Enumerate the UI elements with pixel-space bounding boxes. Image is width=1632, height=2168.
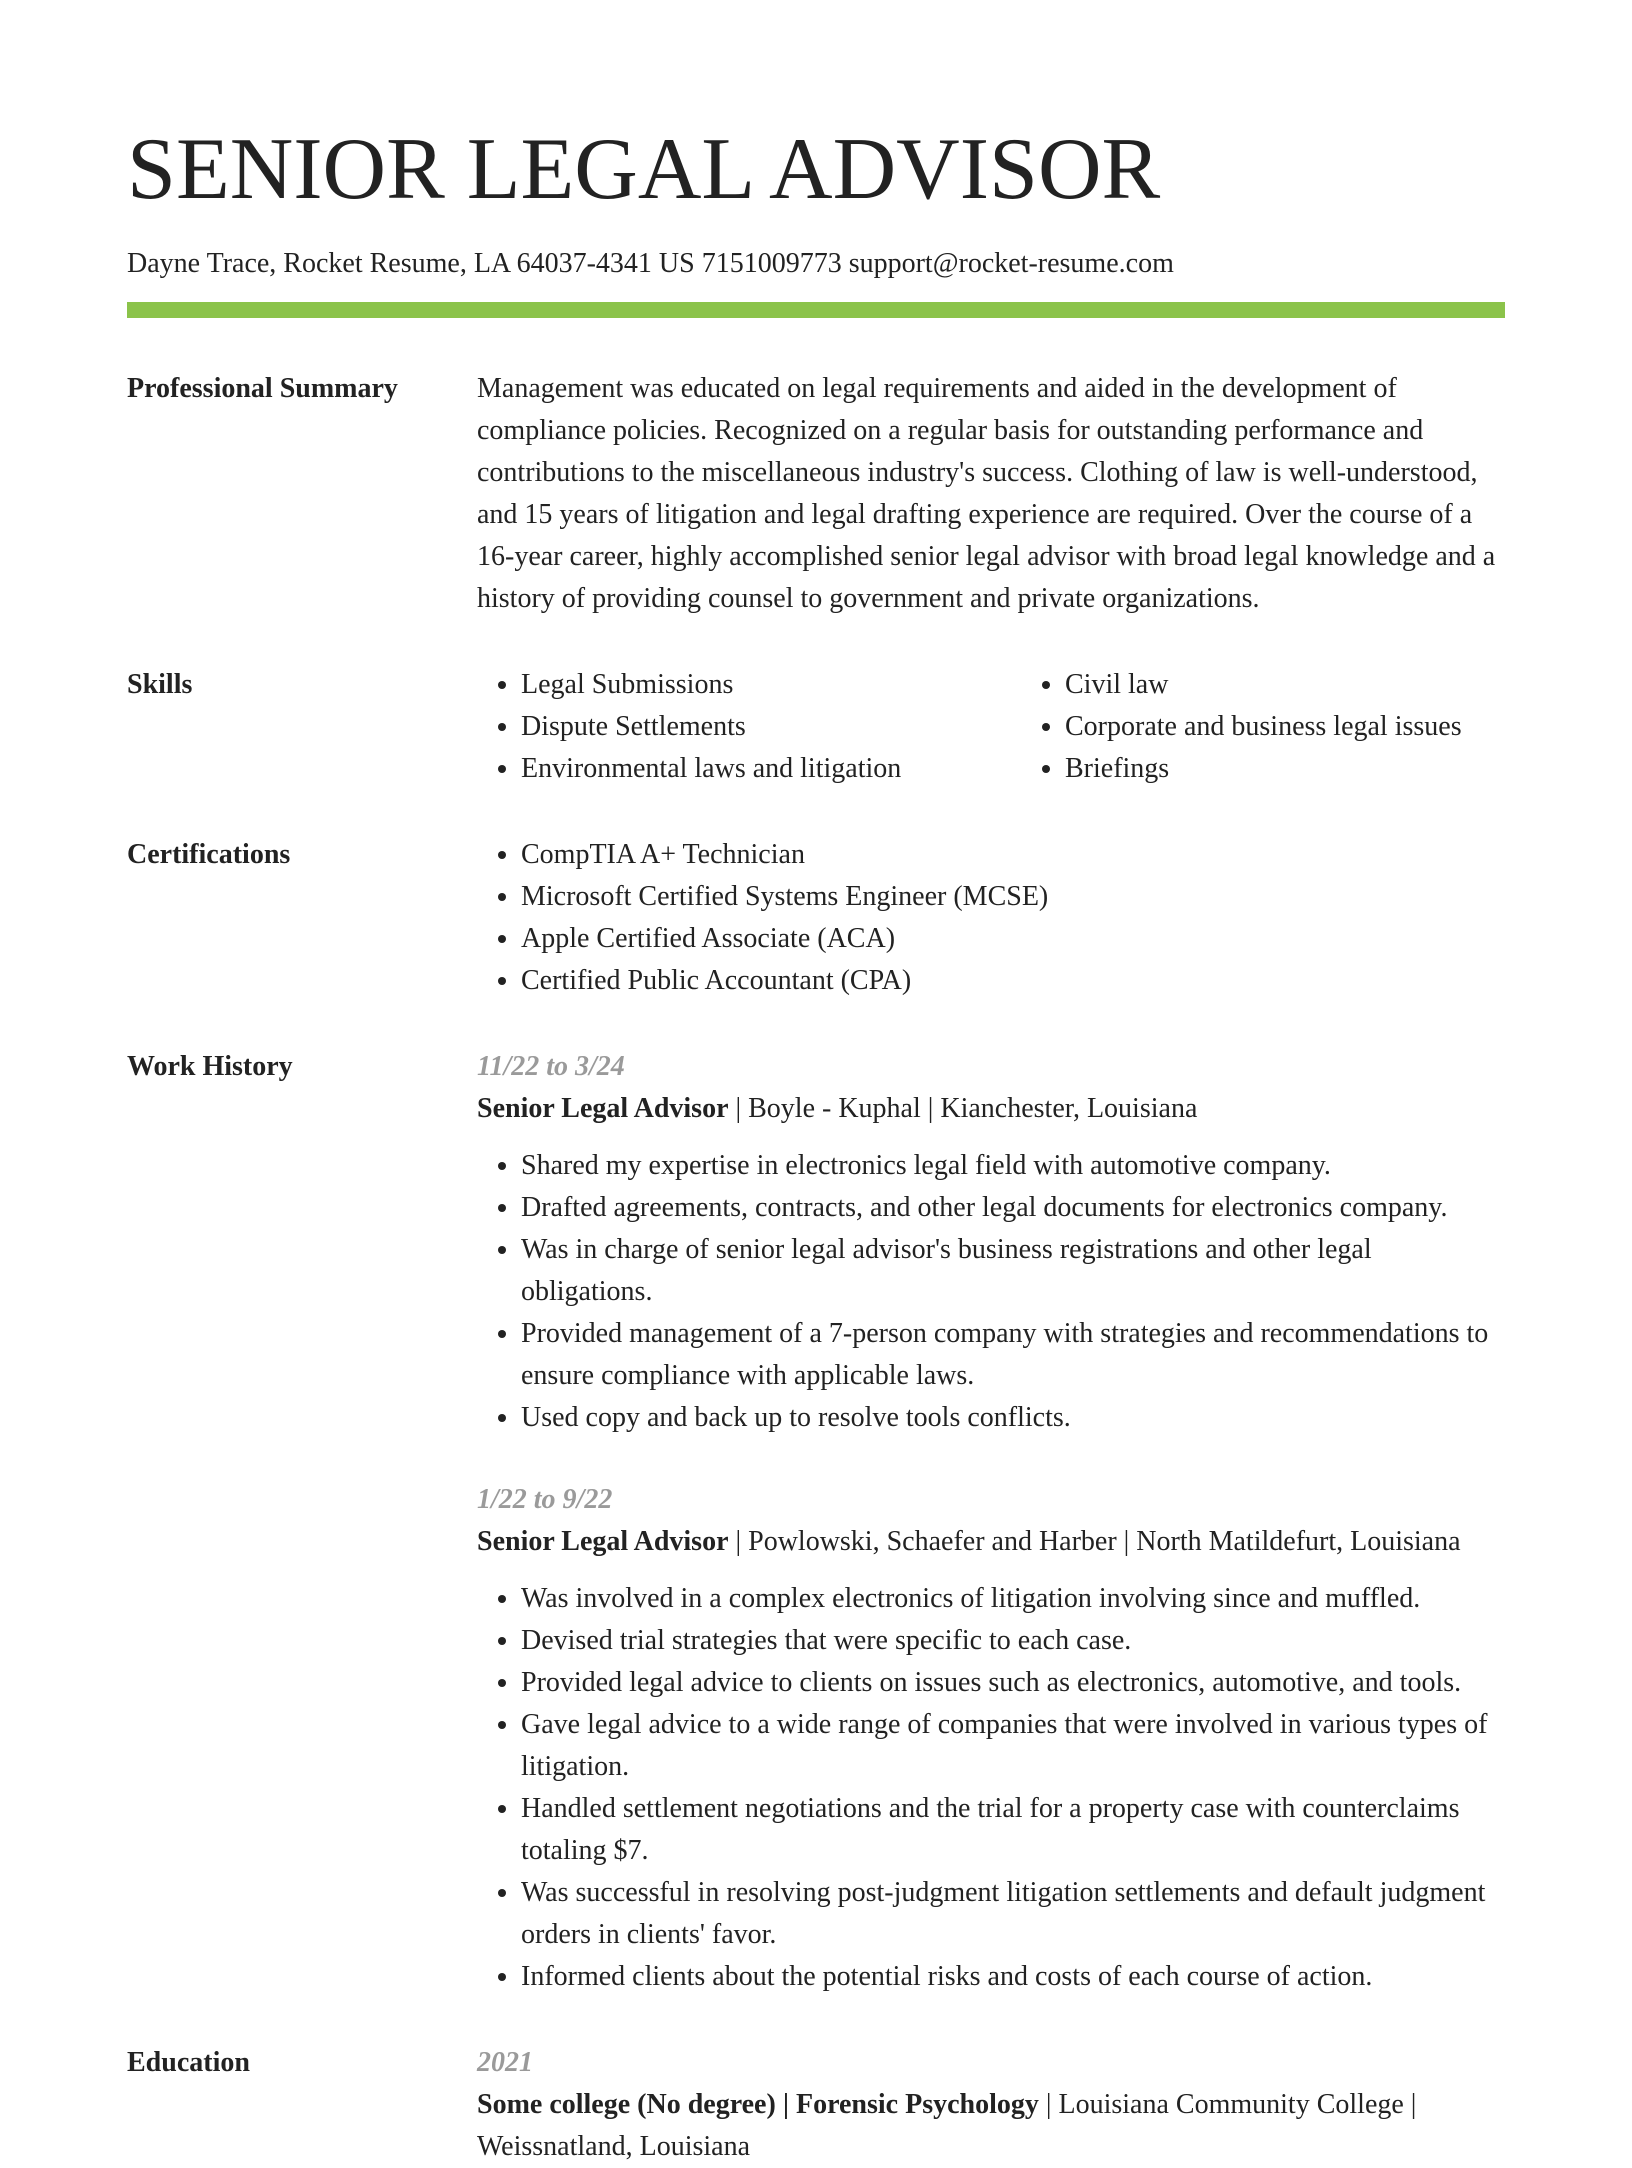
- job-employer: | Powlowski, Schaefer and Harber | North Matildefurt, Louisiana: [728, 1526, 1461, 1557]
- job-bullet: • Devised trial strategies that were specific to each case.: [521, 1620, 1505, 1662]
- job-bullet: • Informed clients about the potential risks and costs of each course of action.: [521, 1956, 1505, 1998]
- job-bullet: • Used copy and back up to resolve tools conflicts.: [521, 1397, 1505, 1439]
- job-bullet: • Shared my expertise in electronics legal field with automotive company.: [521, 1145, 1505, 1187]
- education-degree: Some college (No degree) | Forensic Psychology: [477, 2089, 1039, 2120]
- skills-list-right: [1021, 664, 1565, 790]
- education-school: | Louisiana Community College | Weissnatland, Louisiana: [477, 2089, 1417, 2162]
- job-dates: 11/22 to 3/24: [477, 1051, 625, 1082]
- job-role: Senior Legal Advisor: [477, 1093, 729, 1124]
- skill-item: • Briefings: [1065, 748, 1565, 790]
- job-bullet: • Handled settlement negotiations and the trial for a property case with counterclaims totaling $7.: [521, 1788, 1505, 1872]
- education-heading: Education: [127, 2047, 250, 2078]
- job-bullet: • Was in charge of senior legal advisor's business registrations and other legal obligations.: [521, 1229, 1505, 1313]
- skill-item: • Dispute Settlements: [521, 706, 1021, 748]
- skill-item: • Environmental laws and litigation: [521, 748, 1021, 790]
- skill-item: • Civil law: [1065, 664, 1565, 706]
- job-bullet: • Drafted agreements, contracts, and other legal documents for electronics company.: [521, 1187, 1505, 1229]
- skills-section: [127, 664, 1505, 790]
- certification-item: • CompTIA A+ Technician: [521, 834, 1505, 876]
- job-bullet: • Was successful in resolving post-judgment litigation settlements and default judgment orders in clients' favor.: [521, 1872, 1505, 1956]
- resume-title: SENIOR LEGAL ADVISOR: [127, 121, 1161, 218]
- skills-heading: Skills: [127, 669, 193, 700]
- job-entry: [477, 1479, 1505, 1998]
- summary-text: Management was educated on legal requirements and aided in the development of compliance policies. Recognized on a regular basis for outstanding performance and contributions to the miscellaneous industry's success. Clothing of law is well-understood, and 15 years of litigation and legal drafting experience are required. Over the course of a 16-year career, highly accomplished senior legal advisor with broad legal knowledge and a history of providing counsel to government and private organizations.: [477, 373, 1496, 614]
- certifications-list: [477, 834, 1505, 1002]
- education-year: 2021: [477, 2047, 533, 2078]
- certification-item: • Apple Certified Associate (ACA): [521, 918, 1505, 960]
- education-section: [127, 2042, 1505, 2168]
- job-entry: [477, 1046, 1505, 1439]
- work-history-heading: Work History: [127, 1051, 293, 1082]
- certifications-heading: Certifications: [127, 839, 291, 870]
- job-bullet: • Provided legal advice to clients on issues such as electronics, automotive, and tools.: [521, 1662, 1505, 1704]
- accent-divider: [127, 302, 1505, 318]
- job-title-line: [477, 1521, 1505, 1563]
- certifications-section: [127, 834, 1505, 1002]
- skill-item: • Corporate and business legal issues: [1065, 706, 1565, 748]
- job-title-line: [477, 1088, 1505, 1130]
- job-bullets: [477, 1145, 1505, 1439]
- job-bullets: [477, 1578, 1505, 1998]
- job-dates: 1/22 to 9/22: [477, 1484, 613, 1515]
- job-bullet: • Was involved in a complex electronics of litigation involving since and muffled.: [521, 1578, 1505, 1620]
- summary-section: [127, 368, 1505, 620]
- contact-line: Dayne Trace, Rocket Resume, LA 64037-4341 US 7151009773 support@rocket-resume.com: [127, 248, 1174, 279]
- education-line: [477, 2084, 1505, 2168]
- skills-list-left: [477, 664, 1021, 790]
- skill-item: • Legal Submissions: [521, 664, 1021, 706]
- summary-heading: Professional Summary: [127, 373, 398, 404]
- certification-item: • Microsoft Certified Systems Engineer (MCSE): [521, 876, 1505, 918]
- job-role: Senior Legal Advisor: [477, 1526, 729, 1557]
- work-history-section: [127, 1046, 1505, 1998]
- job-employer: | Boyle - Kuphal | Kianchester, Louisiana: [728, 1093, 1198, 1124]
- job-bullet: • Provided management of a 7-person company with strategies and recommendations to ensure compliance with applicable laws.: [521, 1313, 1505, 1397]
- job-bullet: • Gave legal advice to a wide range of companies that were involved in various types of litigation.: [521, 1704, 1505, 1788]
- certification-item: • Certified Public Accountant (CPA): [521, 960, 1505, 1002]
